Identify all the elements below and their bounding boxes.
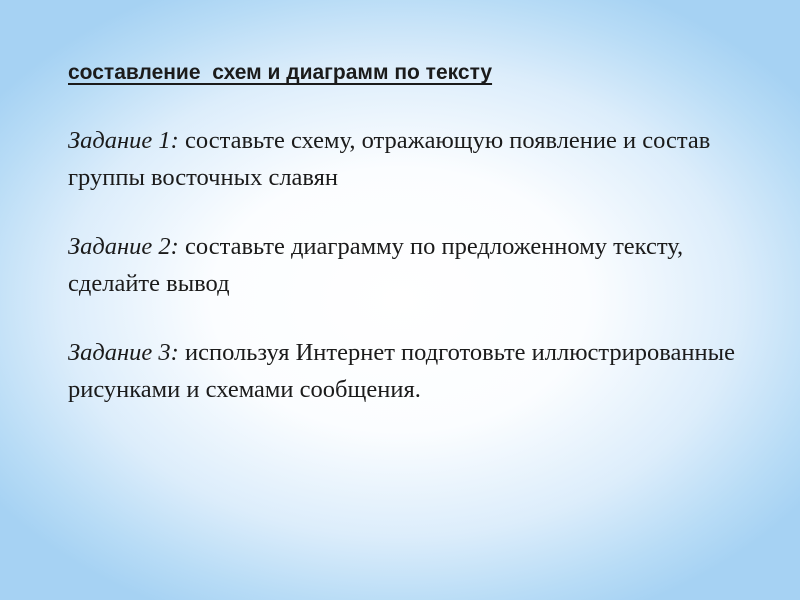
task-3: [68, 334, 768, 408]
task-3-label: Задание 3:: [68, 339, 179, 366]
task-1: [68, 122, 768, 196]
task-2-text: составьте диаграмму по предложенному тексту, сделайте вывод: [68, 233, 684, 297]
slide-heading: составление схем и диаграмм по тексту: [68, 61, 493, 84]
slide-content: [68, 56, 768, 408]
task-3-text: используя Интернет подготовьте иллюстрированные рисунками и схемами сообщения.: [68, 339, 735, 403]
task-2: [68, 228, 768, 302]
task-1-text: составьте схему, отражающую появление и состав группы восточных славян: [68, 127, 711, 191]
task-1-label: Задание 1:: [68, 127, 179, 154]
task-2-label: Задание 2:: [68, 233, 179, 260]
